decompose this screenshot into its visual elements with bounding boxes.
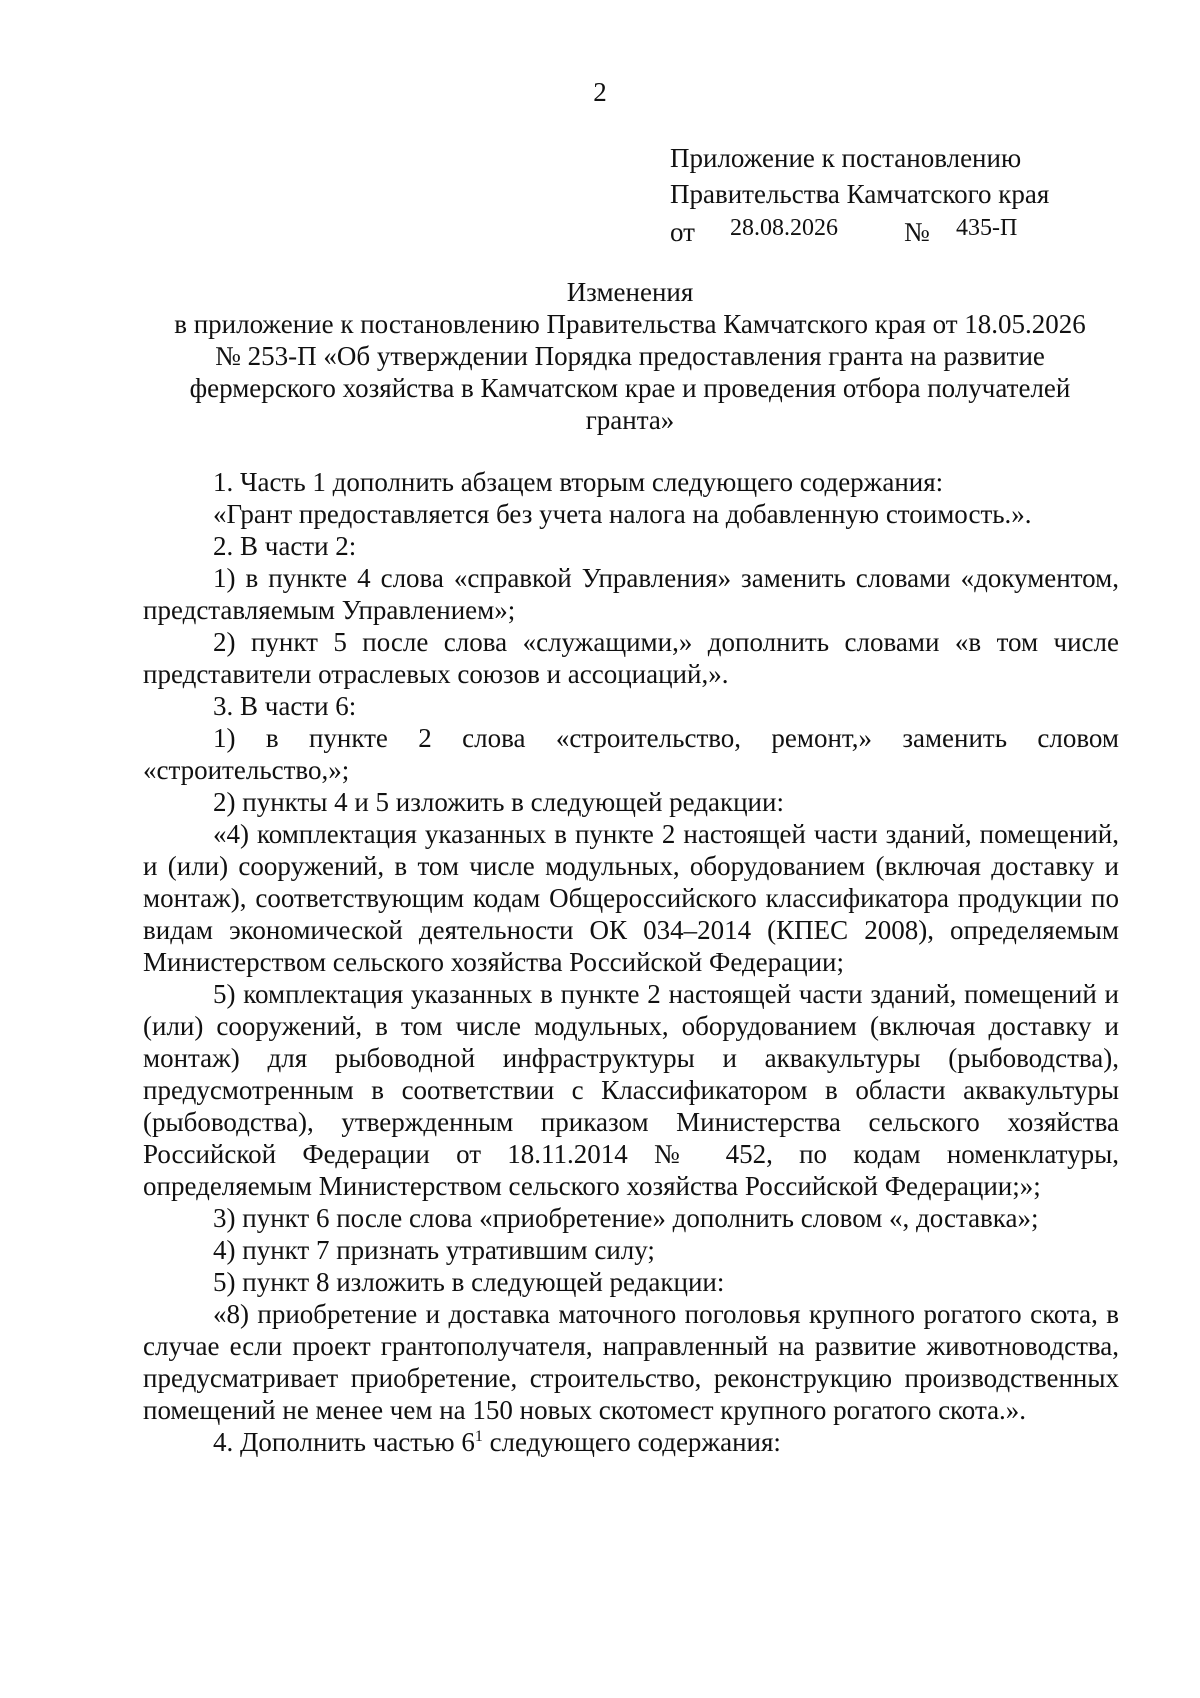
document-title — [140, 276, 1120, 436]
paragraph-12: 4) пункт 7 признать утратившим силу; — [213, 1235, 655, 1265]
appendix-line-2: Правительства Камчатского края — [670, 179, 1050, 209]
paragraph-10: 5) комплектация указанных в пункте 2 настоящей части зданий, помещений и (или) сооружений, в том числе модульных, оборудованием (включая доставку и монтаж) для рыбоводной инфраструктуры и аквакультуры (рыбоводства), предусмотренным в соответствии с Классификатором в области аквакультуры (рыбоводства), утвержденным приказом Министерства сельского хозяйства Российской Федерации от 18.11.2014 № 452, по кодам номенклатуры, определяемым Министерством сельского хозяйства Российской Федерации;»; — [143, 979, 1119, 1201]
paragraph-3: 2. В части 2: — [213, 531, 357, 561]
title-line-2: в приложение к постановлению Правительства Камчатского края от 18.05.2026 — [174, 309, 1086, 339]
page-number: 2 — [593, 77, 607, 107]
title-line-5: гранта» — [585, 405, 675, 435]
paragraph-4: 1) в пункте 4 слова «справкой Управления» заменить словами «документом, представляемым Управлением»; — [143, 563, 1119, 625]
paragraph-11: 3) пункт 6 после слова «приобретение» дополнить словом «, доставка»; — [213, 1203, 1039, 1233]
paragraph-15-text: 4. Дополнить частью 6 — [213, 1427, 475, 1457]
paragraph-6: 3. В части 6: — [213, 691, 357, 721]
appendix-line-1: Приложение к постановлению — [670, 143, 1022, 173]
appendix-header — [670, 140, 1140, 246]
paragraph-5: 2) пункт 5 после слова «служащими,» дополнить словами «в том числе представители отраслевых союзов и ассоциаций,». — [143, 627, 1119, 689]
paragraph-15-tail: следующего содержания: — [482, 1427, 781, 1457]
paragraph-14: «8) приобретение и доставка маточного поголовья крупного рогатого скота, в случае если проект грантополучателя, направленный на развитие животноводства, предусматривает приобретение, строительство, реконструкцию производственных помещений не менее чем на 150 новых скотомест крупного рогатого скота.». — [143, 1299, 1119, 1425]
ref-number-sign: № — [904, 217, 930, 247]
paragraph-7: 1) в пункте 2 слова «строительство, ремонт,» заменить словом «строительство,»; — [143, 723, 1119, 785]
paragraph-8: 2) пункты 4 и 5 изложить в следующей редакции: — [213, 787, 784, 817]
title-line-4: фермерского хозяйства в Камчатском крае и проведения отбора получателей — [189, 373, 1071, 403]
paragraph-9: «4) комплектация указанных в пункте 2 настоящей части зданий, помещений, и (или) сооружений, в том числе модульных, оборудованием (включая доставку и монтаж), соответствующим кодам Общероссийского классификатора продукции по видам экономической деятельности ОК 034–2014 (КПЕС 2008), определяемым Министерством сельского хозяйства Российской Федерации; — [143, 819, 1119, 977]
document-body — [143, 466, 1119, 1458]
title-line-3: № 253-П «Об утверждении Порядка предоставления гранта на развитие — [215, 341, 1045, 371]
appendix-reference — [670, 212, 1140, 246]
paragraph-15 — [143, 1426, 1119, 1458]
ref-prefix: от — [670, 217, 695, 247]
paragraph-15-superscript: 1 — [474, 1428, 483, 1445]
title-line-1: Изменения — [566, 277, 694, 307]
ref-number: 435-П — [956, 215, 1018, 241]
ref-date: 28.08.2026 — [730, 215, 838, 241]
paragraph-13: 5) пункт 8 изложить в следующей редакции: — [213, 1267, 725, 1297]
paragraph-2: «Грант предоставляется без учета налога на добавленную стоимость.». — [213, 499, 1032, 529]
paragraph-1: 1. Часть 1 дополнить абзацем вторым следующего содержания: — [213, 467, 944, 497]
